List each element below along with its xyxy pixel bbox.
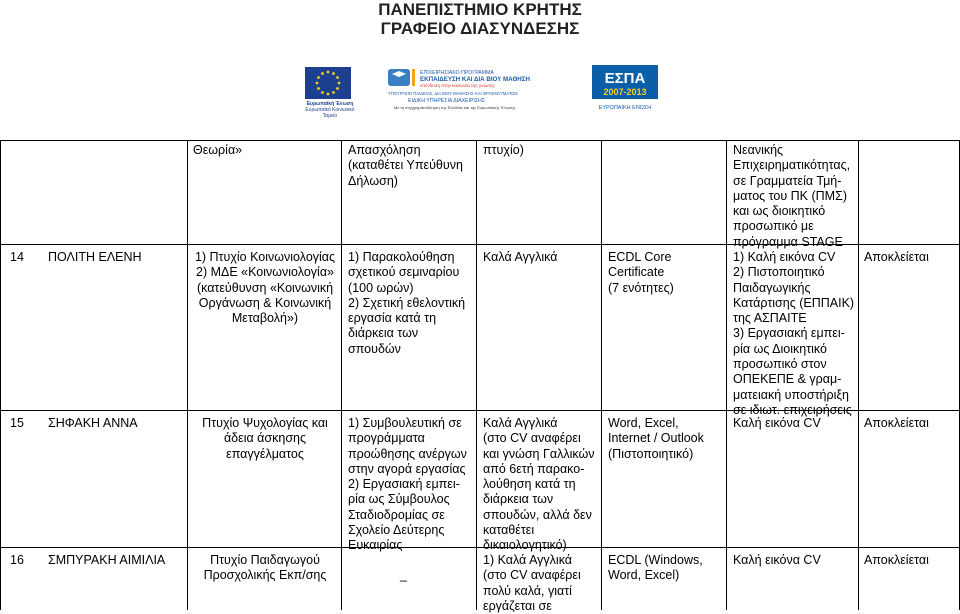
text-line: (στο CV αναφέρει xyxy=(483,568,581,583)
text-line: (Πιστοποιητικό) xyxy=(608,446,694,461)
text-line: Internet / Outlook xyxy=(608,431,704,446)
text-line: σε Γραμματεία Τμή- xyxy=(733,173,842,188)
office-title: ΓΡΑΦΕΙΟ ΔΙΑΣΥΝΔΕΣΗΣ xyxy=(380,19,580,38)
text-line: πολύ καλά, γιατί xyxy=(483,583,572,598)
col-divider xyxy=(476,140,477,610)
text-line: Μεταβολή») xyxy=(231,311,299,326)
degree-cell xyxy=(190,416,340,462)
language-cell-cont: πτυχίο) xyxy=(483,143,524,157)
epeaek-line5: ΕΙΔΙΚΗ ΥΠΗΡΕΣΙΑ ΔΙΑΧΕΙΡΙΣΗΣ xyxy=(408,98,485,104)
result-cell: Αποκλείεται xyxy=(864,416,929,430)
employment-cell-cont xyxy=(348,143,473,189)
epeaek-line4: ΥΠΟΥΡΓΕΙΟ ΠΑΙΔΕΙΑΣ, ΔΙΑ ΒΙΟΥ ΜΑΘΗΣΗΣ ΚΑΙ ΘΡΗΣΚΕΥΜΑΤΩΝ xyxy=(388,91,518,96)
candidate-name: ΣΜΠΥΡΑΚΗ ΑΙΜΙΛΙΑ xyxy=(48,553,166,567)
employment-cell xyxy=(348,416,474,554)
text-line: Σχολείο Δεύτερης xyxy=(348,523,445,538)
text-line: προγράμματα xyxy=(348,431,425,446)
degree-cell-cont: Θεωρία» xyxy=(193,143,243,157)
text-line: εργασία κατά τη xyxy=(348,311,437,326)
text-line: Παιδαγωγικής xyxy=(733,280,811,295)
col-divider xyxy=(726,140,727,610)
text-line: σχετικού σεμιναρίου xyxy=(348,265,460,280)
text-line: άδεια άσκησης xyxy=(223,431,307,446)
text-line: εργάζεται σε xyxy=(483,598,552,613)
text-line: από 6ετή παρακο- xyxy=(483,461,585,476)
epeaek-line3: επένδυση στην κοινωνία της γνώσης xyxy=(420,83,495,88)
text-line: 2) ΜΔΕ «Κοινωνιολογία» xyxy=(196,265,334,280)
text-line: Word, Excel, xyxy=(608,416,679,430)
degree-cell xyxy=(190,553,340,584)
row-divider xyxy=(0,140,960,141)
text-line: δικαιολογητικό) xyxy=(483,538,567,553)
text-line: Νεανικής xyxy=(733,143,784,157)
candidate-name: ΠΟΛΙΤΗ ΕΛΕΝΗ xyxy=(48,250,142,264)
text-line: ΟΠΕΚΕΠΕ & γραμ- xyxy=(733,372,842,387)
table-border-left xyxy=(0,140,1,610)
col-divider xyxy=(601,140,602,610)
text-line: Σταδιοδρομίας σε xyxy=(348,507,445,522)
text-line: και γνώση Γαλλικών xyxy=(483,446,595,461)
text-line: προσωπικό στον xyxy=(733,357,827,372)
text-line: 2) Σχετική εθελοντική xyxy=(348,295,466,310)
text-line: 2) Εργασιακή εμπει- xyxy=(348,477,460,492)
page-header xyxy=(0,0,960,38)
epeaek-line2: ΕΚΠΑΙΔΕΥΣΗ ΚΑΙ ΔΙΑ ΒΙΟΥ ΜΑΘΗΣΗ xyxy=(420,76,530,83)
epeaek-logo xyxy=(388,65,570,110)
text-line: σε ιδιωτ. επιχειρήσεις xyxy=(733,402,852,417)
row-number: 15 xyxy=(10,416,24,430)
text-line: καταθέτει xyxy=(483,523,535,538)
text-line: Απασχόληση xyxy=(348,143,421,157)
text-line: Certificate xyxy=(608,265,665,280)
col-divider xyxy=(341,140,342,610)
language-cell: Καλά Αγγλικά xyxy=(483,250,558,264)
text-line: της ΑΣΠΑΙΤΕ xyxy=(733,311,807,326)
text-line: Ευκαιρίας xyxy=(348,538,403,553)
computer-skills-cell xyxy=(608,553,724,584)
result-cell: Αποκλείεται xyxy=(864,250,929,264)
espa-name: ΕΣΠΑ xyxy=(604,70,646,87)
text-line: Οργάνωση & Κοινωνική xyxy=(198,295,332,310)
text-line: Επιχειρηματικότητας, xyxy=(733,158,851,173)
other-qualifications-cell: Καλή εικόνα CV xyxy=(733,416,821,430)
text-line: πρόγραμμα STAGE xyxy=(733,234,843,249)
other-qualifications-cell: Καλή εικόνα CV xyxy=(733,553,821,567)
eu-caption-line1: Ευρωπαϊκή Ένωση xyxy=(306,101,354,107)
language-cell xyxy=(483,553,600,614)
text-line: ECDL (Windows, xyxy=(608,553,703,567)
candidates-table xyxy=(0,140,960,613)
text-line: ματειακή υποστήριξη xyxy=(733,387,849,402)
employment-cell xyxy=(348,250,474,357)
espa-logo xyxy=(592,65,658,113)
university-title: ΠΑΝΕΠΙΣΤΗΜΙΟ ΚΡΗΤΗΣ xyxy=(378,0,582,19)
row-number: 14 xyxy=(10,250,24,264)
degree-cell xyxy=(190,250,340,326)
employment-cell: _ xyxy=(400,568,407,582)
text-line: Καλά Αγγλικά xyxy=(483,416,558,430)
text-line: Word, Excel) xyxy=(608,568,680,583)
text-line: 1) Πτυχίο Κοινωνιολογίας xyxy=(194,250,336,264)
text-line: ECDL Core xyxy=(608,250,672,264)
text-line: λούθηση κατά τη xyxy=(483,477,576,492)
eu-flag-logo xyxy=(305,67,351,99)
text-line: 3) Εργασιακή εμπει- xyxy=(733,326,845,341)
computer-skills-cell xyxy=(608,250,724,296)
col-divider xyxy=(187,140,188,610)
text-line: σπουδών, αλλά δεν xyxy=(483,507,592,522)
text-line: (7 ενότητες) xyxy=(608,280,674,295)
espa-sub: ΕΥΡΩΠΑΙΚΗ ΕΝΩΣΗ xyxy=(598,105,652,111)
text-line: (στο CV αναφέρει xyxy=(483,431,581,446)
other-qualifications-cell xyxy=(733,250,857,418)
language-cell xyxy=(483,416,600,554)
text-line: ρία ως Σύμβουλος xyxy=(348,492,450,507)
eu-caption xyxy=(300,101,360,119)
text-line: (κατεύθυνση «Κοινωνική xyxy=(196,280,334,295)
text-line: διάρκεια των xyxy=(483,492,554,507)
text-line: προσωπικό με xyxy=(733,219,814,234)
logos-banner xyxy=(0,55,960,125)
text-line: σπουδών xyxy=(348,341,401,356)
text-line: 2) Πιστοποιητικό xyxy=(733,265,825,280)
eu-caption-line2: Ευρωπαϊκό Κοινωνικό Ταμείο xyxy=(305,107,355,119)
text-line: 1) Καλή εικόνα CV xyxy=(733,250,836,264)
text-line: 1) Καλά Αγγλικά xyxy=(483,553,573,567)
epeaek-line1: ΕΠΙΧΕΙΡΗΣΙΑΚΟ ΠΡΟΓΡΑΜΜΑ xyxy=(420,70,494,76)
other-cell-cont xyxy=(733,143,857,250)
epeaek-line6: Με τη συγχρηματοδότηση της Ελλάδας και της Ευρωπαϊκής Ένωσης xyxy=(394,105,516,110)
text-line: Κατάρτισης (ΕΠΠΑΙΚ) xyxy=(733,295,855,310)
text-line: (καταθέτει Υπεύθυνη xyxy=(348,158,463,173)
eu-stars-icon xyxy=(313,69,343,97)
text-line: προώθησης ανέργων xyxy=(348,446,467,461)
text-line: στην αγορά εργασίας xyxy=(348,461,466,476)
text-line: ματος του ΠΚ (ΠΜΣ) xyxy=(733,188,847,203)
espa-years: 2007-2013 xyxy=(603,87,647,97)
text-line: (100 ωρών) xyxy=(348,280,414,295)
text-line: 1) Συμβουλευτική σε xyxy=(348,416,462,430)
text-line: επαγγέλματος xyxy=(226,446,304,461)
text-line: 1) Παρακολούθηση xyxy=(348,250,455,264)
text-line: Δήλωση) xyxy=(348,173,398,188)
col-divider xyxy=(858,140,859,610)
row-number: 16 xyxy=(10,553,24,567)
text-line: Πτυχίο Ψυχολογίας και xyxy=(202,416,328,430)
text-line: και ως διοικητικό xyxy=(733,204,826,219)
row-divider xyxy=(0,547,960,548)
result-cell: Αποκλείεται xyxy=(864,553,929,567)
text-line: διάρκεια των xyxy=(348,326,419,341)
computer-skills-cell xyxy=(608,416,724,462)
text-line: ρία ως Διοικητικό xyxy=(733,341,827,356)
candidate-name: ΣΗΦΑΚΗ ΑΝΝΑ xyxy=(48,416,138,430)
text-line: Πτυχίο Παιδαγωγού xyxy=(210,553,320,567)
text-line: Προσχολικής Εκπ/σης xyxy=(203,568,327,583)
